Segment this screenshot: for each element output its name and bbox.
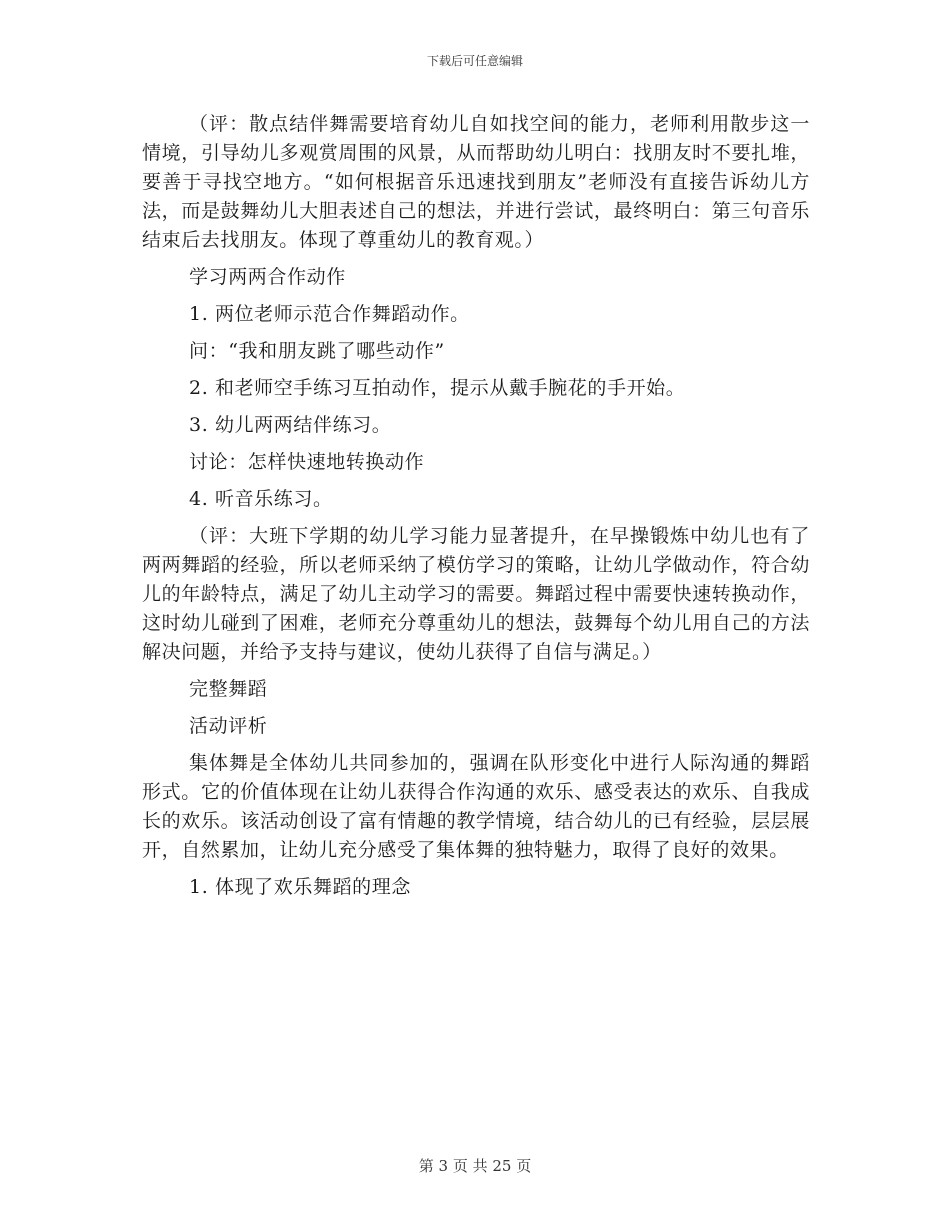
section-heading-pair-dance: 学习两两合作动作 xyxy=(189,266,346,288)
paragraph-analysis: 集体舞是全体幼儿共同参加的，强调在队形变化中进行人际沟通的舞蹈形式。它的价值体现在让幼儿获得合作沟通的欢乐、感受表达的欢乐、自我成长的欢乐。该活动创设了富有情趣的教学情境，结合幼儿的已有经验，层层展开，自然累加，让幼儿充分感受了集体舞的独特魅力，取得了良好的效果。 xyxy=(142,752,810,861)
list-item-2: 2. 和老师空手练习互拍动作，提示从戴手腕花的手开始。 xyxy=(189,377,686,399)
page-header-note: 下载后可任意编辑 xyxy=(426,54,523,68)
page-footer-indicator: 第 3 页 共 25 页 xyxy=(418,1157,532,1175)
section-heading-analysis: 活动评析 xyxy=(189,715,268,737)
list-item-analysis-1: 1. 体现了欢乐舞蹈的理念 xyxy=(189,876,411,898)
list-item-4: 4. 听音乐练习。 xyxy=(189,488,333,510)
paragraph-comment-2: （评：大班下学期的幼儿学习能力显著提升，在早操锻炼中幼儿也有了两两舞蹈的经验，所以老师采纳了模仿学习的策略，让幼儿学做动作，符合幼儿的年龄特点，满足了幼儿主动学习的需要。舞蹈过程中需要快速转换动作，这时幼儿碰到了困难，老师充分尊重幼儿的想法，鼓舞每个幼儿用自己的方法解决问题，并给予支持与建议，使幼儿获得了自信与满足。） xyxy=(142,525,810,663)
discussion-line: 讨论：怎样快速地转换动作 xyxy=(189,451,425,473)
question-line: 问：“我和朋友跳了哪些动作” xyxy=(189,340,445,362)
document-body xyxy=(142,110,810,910)
list-item-3: 3. 幼儿两两结伴练习。 xyxy=(189,414,392,436)
list-item-1: 1. 两位老师示范合作舞蹈动作。 xyxy=(189,303,470,325)
section-heading-full-dance: 完整舞蹈 xyxy=(189,678,268,700)
paragraph-comment-1: （评：散点结伴舞需要培育幼儿自如找空间的能力，老师利用散步这一情境，引导幼儿多观赏周围的风景，从而帮助幼儿明白：找朋友时不要扎堆，要善于寻找空地方。“如何根据音乐迅速找到朋友”老师没有直接告诉幼儿方法，而是鼓舞幼儿大胆表述自己的想法，并进行尝试，最终明白：第三句音乐结束后去找朋友。体现了尊重幼儿的教育观。） xyxy=(142,113,810,251)
